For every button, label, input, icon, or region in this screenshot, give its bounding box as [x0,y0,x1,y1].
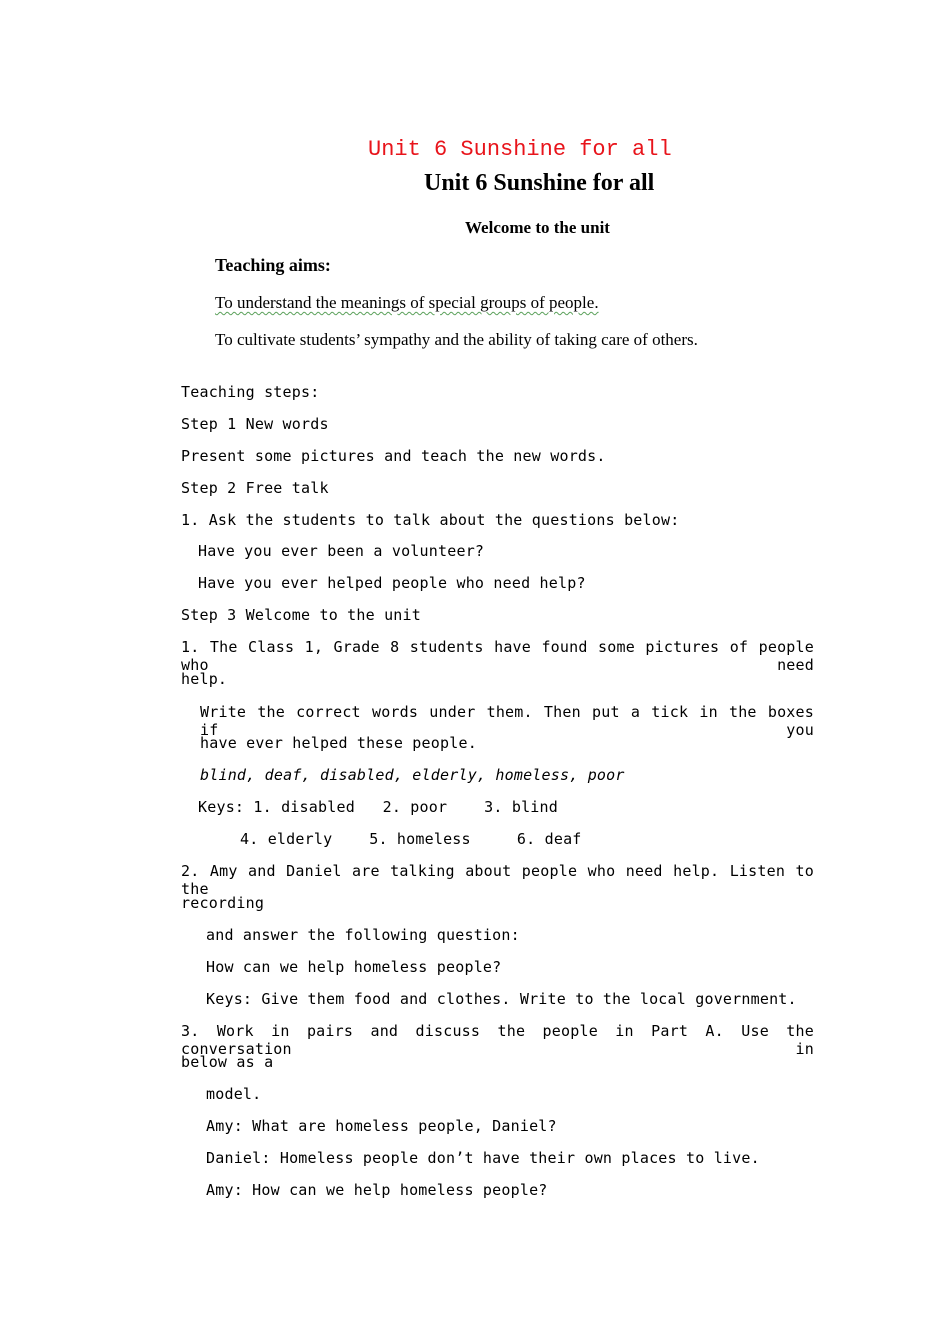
paragraph-line: model. [206,1085,262,1103]
teaching-steps-heading: Teaching steps: [181,383,320,401]
paragraph-line: below as a [181,1053,274,1071]
question-text: Have you ever helped people who need help? [198,574,586,592]
teaching-aims-heading: Teaching aims: [215,255,331,275]
dialog-line: Amy: How can we help homeless people? [206,1181,548,1199]
step-title: Step 2 Free talk [181,479,329,497]
paragraph-line: have ever helped these people. [200,734,477,752]
step-text: 1. Ask the students to talk about the questions below: [181,511,680,529]
step-title: Step 3 Welcome to the unit [181,606,421,624]
question-text: How can we help homeless people? [206,958,502,976]
answer-keys: 4. elderly 5. homeless 6. deaf [240,830,582,848]
step-title: Step 1 New words [181,415,329,433]
aim-item: To cultivate students’ sympathy and the ability of taking care of others. [215,330,698,349]
paragraph-line: recording [181,894,265,912]
paragraph-line: 1. The Class 1, Grade 8 students have found some pictures of people who need [181,638,814,674]
page-title: Unit 6 Sunshine for all [424,170,655,196]
step-text: Present some pictures and teach the new words. [181,447,606,465]
answer-keys: Keys: 1. disabled 2. poor 3. blind [198,798,558,816]
aim-text-underlined: To understand the meanings of special groups of people. [215,293,599,312]
answer-keys: Keys: Give them food and clothes. Write to the local government. [206,990,797,1008]
dialog-line: Amy: What are homeless people, Daniel? [206,1117,557,1135]
paragraph-line: and answer the following question: [206,926,520,944]
question-text: Have you ever been a volunteer? [198,542,485,560]
dialog-line: Daniel: Homeless people don’t have their own places to live. [206,1149,760,1167]
paragraph-line: 2. Amy and Daniel are talking about people who need help. Listen to the [181,862,814,898]
paragraph-line: 3. Work in pairs and discuss the people in Part A. Use the conversation in [181,1022,814,1058]
paragraph-line: help. [181,670,228,688]
section-subtitle: Welcome to the unit [465,218,610,237]
red-unit-title: Unit 6 Sunshine for all [368,137,672,162]
aim-item [215,293,599,313]
word-list: blind, deaf, disabled, elderly, homeless, poor [200,766,625,784]
paragraph-line: Write the correct words under them. Then put a tick in the boxes if you [200,703,814,739]
